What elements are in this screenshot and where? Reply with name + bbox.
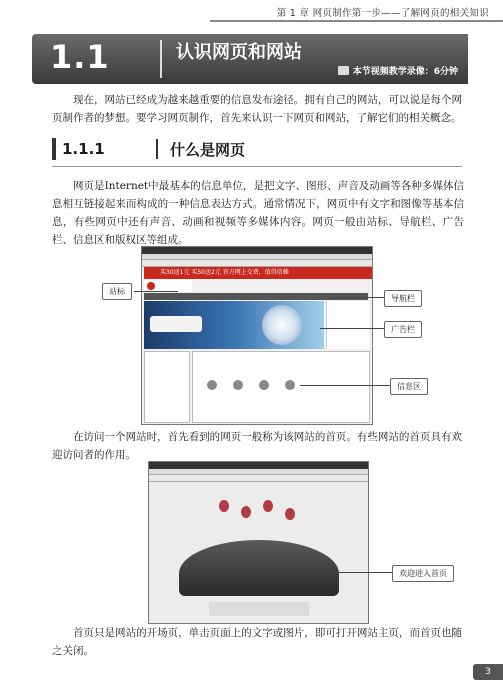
- callout-info: 信息区: [390, 378, 428, 395]
- site-ad-area: [144, 301, 324, 349]
- info-icon-4: [285, 380, 295, 390]
- callout-logo-line: [134, 291, 178, 292]
- browser2-addressbar: [149, 475, 368, 482]
- homepage-screenshot: [148, 461, 369, 624]
- running-head: [0, 0, 503, 22]
- info-icon-2: [233, 380, 243, 390]
- info-icon-1: [207, 380, 217, 390]
- site-logo-icon: [147, 282, 155, 290]
- balloon-3: [263, 500, 273, 512]
- subsection-title: 什么是网页: [170, 141, 246, 159]
- callout-ad: 广告栏: [384, 321, 422, 338]
- subsection-bar: [52, 138, 56, 160]
- intro-paragraph: 现在，网站已经成为越来越重要的信息发布途径。拥有自己的网站，可以说是每个网页制作者的梦想。要学习网页制作，首先来认识一下网页和网站，了解它们的相关概念。: [52, 94, 462, 124]
- balloon-2: [241, 506, 251, 518]
- subsection-number: 1.1.1: [62, 140, 105, 158]
- browser-titlebar: [142, 247, 372, 254]
- subsection-heading: [52, 136, 462, 167]
- callout-welcome: 欢迎进入首页: [392, 565, 454, 582]
- running-head-rule: [210, 20, 503, 22]
- section-title: 认识网页和网站: [176, 42, 302, 63]
- info-icon-3: [259, 380, 269, 390]
- video-note: [338, 64, 458, 77]
- subsection-separator: [156, 139, 158, 159]
- callout-nav: 导航栏: [384, 290, 422, 307]
- callout-nav-line: [330, 297, 384, 298]
- callout-logo: 站标: [102, 283, 132, 300]
- callout-info-line: [300, 385, 390, 386]
- browser2-titlebar: [149, 462, 368, 469]
- callout-welcome-line: [330, 572, 392, 573]
- site-banner-text: 买30送1元 买50送2元 官方网上交费，值得信赖: [160, 269, 289, 276]
- section-number: 1.1: [50, 38, 110, 76]
- balloon-1: [219, 500, 229, 512]
- splash-balloons: [219, 500, 299, 522]
- ad-globe: [262, 305, 302, 345]
- final-paragraph: 首页只是网站的开场页，单击页面上的文字或图片，即可打开网站主页，而首页也随之关闭。: [52, 627, 462, 657]
- video-icon: [338, 66, 349, 75]
- browser-addressbar: [142, 260, 372, 267]
- site-banner: [144, 267, 373, 279]
- video-note-text: 本节视频教学录像：6分钟: [352, 67, 458, 77]
- ad-logo: [150, 316, 202, 332]
- site-menu-column: [144, 351, 190, 423]
- site-info-area: [192, 351, 370, 423]
- callout-ad-line: [320, 328, 384, 329]
- site-side-panel: [326, 301, 369, 349]
- webpage-paragraph: 网页是Internet中最基本的信息单位，是把文字、图形、声音及动画等各种多媒体信息相互链接起来而构成的一种信息表达方式。通常情况下，网页中有文字和图像等基本信息，有些网页中还有声音、动画和视频等多媒体内容。网页一般由站标、导航栏、广告栏、信息区和版权区等组成。: [52, 180, 464, 246]
- banner-separator: [160, 40, 162, 78]
- running-head-text: 第 1 章 网页制作第一步——了解网页的相关知识: [276, 8, 489, 19]
- splash-footer: [209, 602, 309, 616]
- page-number: 3: [473, 664, 503, 680]
- homepage-paragraph: 在访问一个网站时，首先看到的网页一般称为该网站的首页。有些网站的首页具有欢迎访问者的作用。: [52, 431, 462, 461]
- balloon-4: [285, 508, 295, 520]
- webpage-screenshot: [141, 246, 373, 425]
- section-banner: [32, 34, 468, 84]
